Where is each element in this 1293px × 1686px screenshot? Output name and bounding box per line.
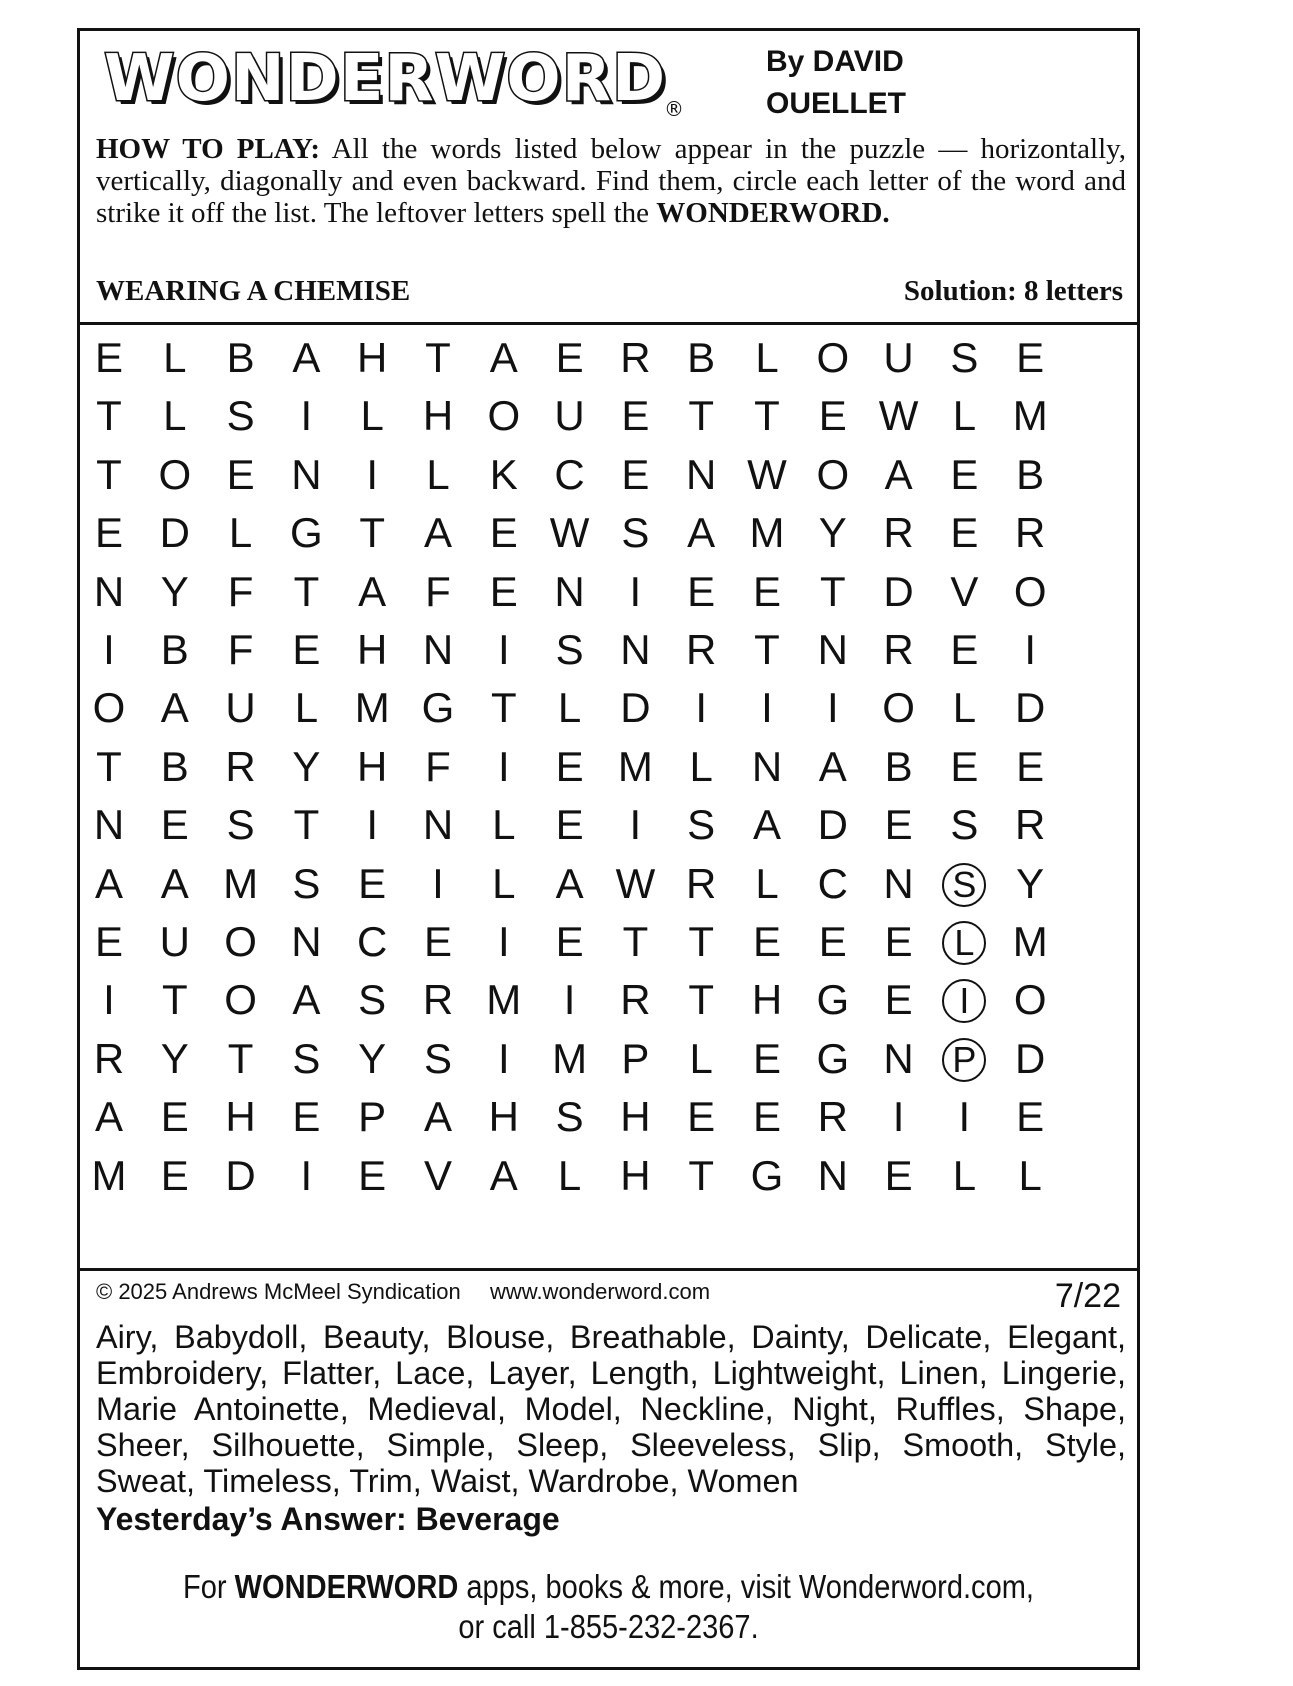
grid-cell-r15-c6[interactable]: V: [423, 1151, 452, 1199]
grid-cell-r2-c10[interactable]: T: [688, 392, 715, 440]
grid-cell-r2-c12[interactable]: E: [818, 392, 847, 440]
grid-cell-r4-c1[interactable]: E: [94, 509, 123, 557]
grid-cell-r11-c11[interactable]: E: [752, 918, 781, 965]
grid-cell-r5-c3[interactable]: F: [227, 567, 254, 615]
grid-cell-r9-c6[interactable]: N: [422, 801, 454, 849]
grid-cell-r10-c6[interactable]: I: [432, 859, 444, 907]
grid-cell-r9-c8[interactable]: E: [555, 801, 584, 849]
grid-cell-r12-c7[interactable]: M: [486, 976, 522, 1024]
puzzle-theme: WEARING A CHEMISE: [96, 275, 411, 307]
grid-cell-r13-c9[interactable]: P: [621, 1034, 650, 1082]
grid-cell-r14-c10[interactable]: E: [687, 1093, 716, 1141]
grid-cell-r13-c15[interactable]: D: [1015, 1034, 1046, 1082]
grid-cell-r7-c3[interactable]: U: [225, 684, 256, 732]
grid-cell-r15-c10[interactable]: T: [688, 1151, 715, 1199]
promo-line-1: For WONDERWORD apps, books & more, visit Wonderword.com,: [183, 1568, 1034, 1605]
how-to-play-label: HOW TO PLAY:: [96, 133, 321, 165]
grid-cell-r9-c3[interactable]: S: [226, 801, 255, 849]
grid-cell-r2-c3[interactable]: S: [226, 392, 255, 440]
grid-cell-r10-c2[interactable]: A: [160, 859, 189, 907]
grid-cell-r12-c14[interactable]: I: [942, 979, 986, 1023]
yesterdays-answer: Yesterday’s Answer: Beverage: [96, 1501, 560, 1537]
grid-cell-r12-c4[interactable]: A: [292, 976, 321, 1024]
grid-cell-r5-c9[interactable]: I: [629, 567, 642, 615]
grid-cell-r6-c2[interactable]: B: [160, 626, 189, 673]
grid-cell-r3-c2[interactable]: O: [158, 450, 192, 498]
how-to-play-end: WONDERWORD.: [656, 197, 890, 229]
grid-cell-r15-c9[interactable]: H: [620, 1151, 651, 1199]
grid-cell-r8-c8[interactable]: E: [555, 742, 584, 790]
grid-cell-r14-c15[interactable]: E: [1016, 1093, 1045, 1141]
grid-cell-r8-c15[interactable]: E: [1016, 742, 1045, 790]
grid-cell-r4-c5[interactable]: T: [359, 509, 386, 557]
wonderword-logo: WONDERWORD ®: [104, 42, 684, 121]
grid-cell-r6-c6[interactable]: N: [422, 626, 454, 673]
grid-cell-r7-c5[interactable]: M: [354, 684, 390, 732]
grid-cell-r15-c3[interactable]: D: [225, 1151, 256, 1199]
grid-cell-r13-c10[interactable]: L: [689, 1034, 713, 1082]
grid-cell-r2-c5[interactable]: L: [360, 392, 384, 440]
grid-cell-r2-c1[interactable]: T: [96, 392, 122, 440]
grid-cell-r12-c5[interactable]: S: [358, 976, 387, 1024]
grid-cell-r15-c2[interactable]: E: [160, 1151, 189, 1199]
grid-cell-r15-c8[interactable]: L: [557, 1151, 582, 1199]
grid-cell-r9-c4[interactable]: T: [293, 801, 320, 849]
grid-cell-r12-c2[interactable]: T: [161, 976, 188, 1024]
puzzle-date: 7/22: [1054, 1277, 1121, 1315]
grid-cell-r11-c15[interactable]: M: [1012, 918, 1048, 965]
grid-cell-r11-c4[interactable]: N: [291, 918, 322, 965]
grid-cell-r6-c1[interactable]: I: [103, 626, 115, 673]
word-list: Airy, Babydoll, Beauty, Blouse, Breathable, Dainty, Delicate, Elegant, Embroidery, Flatter, Lace, Layer, Length, Lightweight, Linen, Lingerie, Marie Antoinette, Medieval, Model, Neckline, Night, Ruffles, Shape, Sheer, Silhouette, Simple, Sleep, Sleeveless, Slip, Smooth, Style, Sweat, Timeless, Trim, Waist, Wardrobe, Women: [96, 1319, 1126, 1499]
grid-cell-r1-c1[interactable]: E: [94, 334, 123, 381]
grid-cell-r9-c1[interactable]: N: [93, 801, 125, 849]
grid-cell-r7-c6[interactable]: G: [421, 684, 455, 732]
grid-cell-r14-c12[interactable]: R: [817, 1093, 848, 1141]
grid-cell-r10-c5[interactable]: E: [358, 859, 387, 907]
grid-cell-r14-c3[interactable]: H: [225, 1093, 256, 1141]
grid-cell-r5-c4[interactable]: T: [293, 567, 320, 615]
promo-line-2: or call 1-855-232-2367.: [458, 1608, 759, 1645]
grid-cell-r11-c3[interactable]: O: [224, 918, 257, 965]
grid-cell-r4-c4[interactable]: G: [290, 509, 323, 557]
grid-cell-r6-c11[interactable]: T: [754, 626, 780, 673]
grid-cell-r1-c14[interactable]: S: [950, 334, 979, 381]
grid-cell-r14-c7[interactable]: H: [488, 1093, 519, 1141]
grid-cell-r5-c12[interactable]: T: [819, 567, 846, 615]
grid-cell-r4-c12[interactable]: Y: [818, 509, 847, 557]
grid-cell-r5-c13[interactable]: D: [883, 567, 914, 615]
grid-cell-r10-c1[interactable]: A: [94, 859, 123, 907]
grid-cell-r14-c8[interactable]: S: [555, 1093, 584, 1141]
grid-cell-r1-c12[interactable]: O: [816, 334, 850, 381]
grid-cell-r12-c10[interactable]: T: [688, 976, 715, 1024]
grid-cell-r14-c4[interactable]: E: [292, 1093, 321, 1141]
grid-cell-r4-c14[interactable]: E: [950, 509, 979, 557]
grid-cell-r4-c9[interactable]: S: [621, 509, 650, 557]
grid-cell-r3-c11[interactable]: W: [747, 450, 787, 498]
grid-cell-r5-c7[interactable]: E: [489, 567, 518, 615]
grid-cell-r14-c2[interactable]: E: [160, 1093, 189, 1141]
grid-cell-r12-c8[interactable]: I: [563, 976, 576, 1024]
grid-cell-r10-c13[interactable]: N: [883, 859, 914, 907]
grid-cell-r9-c7[interactable]: L: [492, 801, 516, 849]
grid-cell-r15-c5[interactable]: E: [358, 1151, 387, 1199]
grid-cell-r5-c5[interactable]: A: [358, 567, 387, 615]
grid-cell-r5-c6[interactable]: F: [425, 567, 451, 615]
grid-cell-r13-c14[interactable]: P: [942, 1038, 986, 1082]
grid-cell-r2-c8[interactable]: U: [554, 392, 585, 440]
grid-cell-r8-c11[interactable]: N: [751, 742, 783, 790]
grid-cell-r9-c2[interactable]: E: [160, 801, 189, 849]
grid-cell-r8-c14[interactable]: E: [950, 742, 979, 790]
grid-cell-r6-c15[interactable]: I: [1024, 626, 1037, 673]
grid-cell-r5-c15[interactable]: O: [1013, 567, 1047, 615]
grid-cell-r8-c7[interactable]: I: [497, 742, 510, 790]
grid-cell-r10-c14[interactable]: S: [942, 863, 986, 907]
grid-cell-r3-c12[interactable]: O: [816, 450, 850, 498]
grid-cell-r10-c12[interactable]: C: [817, 859, 848, 907]
grid-cell-r3-c15[interactable]: B: [1016, 450, 1045, 498]
website-link[interactable]: www.wonderword.com: [490, 1279, 711, 1304]
author-byline: [766, 41, 966, 125]
byline-line-1: By DAVID: [766, 45, 904, 78]
grid-cell-r9-c12[interactable]: D: [817, 801, 848, 849]
grid-cell-r12-c3[interactable]: O: [224, 976, 257, 1024]
grid-cell-r10-c11[interactable]: L: [755, 859, 779, 907]
grid-cell-r5-c11[interactable]: E: [752, 567, 781, 615]
grid-cell-r8-c6[interactable]: F: [425, 742, 451, 790]
grid-cell-r3-c1[interactable]: T: [96, 450, 122, 498]
grid-cell-r8-c5[interactable]: H: [357, 742, 388, 790]
grid-cell-r8-c1[interactable]: T: [96, 742, 122, 790]
grid-cell-r1-c8[interactable]: E: [555, 334, 584, 381]
puzzle-header: [80, 31, 1137, 325]
grid-cell-r1-c11[interactable]: L: [755, 334, 779, 381]
grid-cell-r5-c10[interactable]: E: [687, 567, 716, 615]
grid-cell-r1-c6[interactable]: T: [425, 334, 451, 381]
grid-cell-r3-c13[interactable]: A: [884, 450, 913, 498]
grid-cell-r11-c2[interactable]: U: [159, 918, 190, 965]
grid-cell-r2-c14[interactable]: L: [952, 392, 977, 440]
grid-cell-r13-c8[interactable]: M: [552, 1034, 588, 1082]
grid-cell-r1-c2[interactable]: L: [163, 334, 187, 381]
grid-cell-r9-c10[interactable]: S: [687, 801, 716, 849]
grid-cell-r4-c7[interactable]: E: [489, 509, 518, 557]
grid-cell-r6-c8[interactable]: S: [555, 626, 584, 673]
grid-cell-r13-c13[interactable]: N: [883, 1034, 914, 1082]
grid-cell-r1-c7[interactable]: A: [489, 334, 518, 381]
grid-cell-r3-c5[interactable]: I: [366, 450, 379, 498]
grid-cell-r8-c13[interactable]: B: [884, 742, 913, 790]
grid-cell-r7-c1[interactable]: O: [92, 684, 126, 732]
grid-cell-r1-c13[interactable]: U: [883, 334, 914, 381]
grid-cell-r8-c9[interactable]: M: [617, 742, 653, 790]
grid-cell-r15-c13[interactable]: E: [884, 1151, 913, 1199]
grid-cell-r2-c4[interactable]: I: [300, 392, 313, 440]
grid-cell-r9-c13[interactable]: E: [884, 801, 913, 849]
grid-cell-r14-c11[interactable]: E: [752, 1093, 781, 1141]
grid-cell-r5-c1[interactable]: N: [93, 567, 125, 615]
grid-cell-r12-c11[interactable]: H: [751, 976, 783, 1024]
grid-cell-r13-c1[interactable]: R: [93, 1034, 125, 1082]
grid-cell-r6-c5[interactable]: H: [357, 626, 388, 673]
grid-cell-r4-c8[interactable]: W: [549, 509, 590, 557]
grid-cell-r7-c4[interactable]: L: [294, 684, 319, 732]
grid-cell-r12-c12[interactable]: G: [816, 976, 850, 1024]
grid-cell-r1-c10[interactable]: B: [687, 334, 716, 381]
grid-cell-r3-c8[interactable]: C: [554, 450, 585, 498]
solution-length: Solution: 8 letters: [903, 275, 1123, 307]
grid-cell-r9-c9[interactable]: I: [629, 801, 642, 849]
grid-cell-r5-c2[interactable]: Y: [160, 567, 189, 615]
how-to-play-instructions: [96, 133, 1126, 229]
grid-cell-r8-c10[interactable]: L: [689, 742, 713, 790]
promo-brand: WONDERWORD: [234, 1568, 459, 1605]
grid-cell-r9-c14[interactable]: S: [950, 801, 979, 849]
grid-cell-r7-c10[interactable]: I: [695, 684, 708, 732]
grid-cell-r8-c12[interactable]: A: [818, 742, 847, 790]
grid-cell-r13-c12[interactable]: G: [816, 1034, 850, 1082]
grid-cell-r7-c14[interactable]: L: [952, 684, 977, 732]
grid-cell-r10-c4[interactable]: S: [292, 859, 321, 907]
grid-cell-r3-c9[interactable]: E: [621, 450, 650, 498]
grid-cell-r11-c14[interactable]: L: [942, 921, 986, 965]
grid-cell-r4-c6[interactable]: A: [423, 509, 452, 557]
grid-cell-r11-c13[interactable]: E: [884, 918, 913, 965]
letter-grid[interactable]: [80, 325, 1137, 1271]
grid-cell-r4-c15[interactable]: R: [1015, 509, 1046, 557]
grid-cell-r2-c2[interactable]: L: [163, 392, 187, 440]
byline-line-2: OUELLET: [766, 87, 906, 120]
grid-cell-r9-c15[interactable]: R: [1015, 801, 1046, 849]
grid-cell-r3-c10[interactable]: N: [686, 450, 717, 498]
puzzle-frame: [77, 28, 1140, 1670]
grid-cell-r11-c5[interactable]: C: [357, 918, 388, 965]
registered-mark: ®: [664, 97, 684, 121]
grid-cell-r14-c1[interactable]: A: [94, 1093, 123, 1141]
grid-cell-r3-c7[interactable]: K: [489, 450, 518, 498]
grid-cell-r4-c2[interactable]: D: [159, 509, 190, 557]
grid-cell-r7-c7[interactable]: T: [490, 684, 517, 732]
grid-cell-r12-c1[interactable]: I: [103, 976, 115, 1024]
grid-cell-r4-c10[interactable]: A: [687, 509, 716, 557]
grid-cell-r7-c11[interactable]: I: [761, 684, 773, 732]
grid-cell-r4-c13[interactable]: R: [883, 509, 914, 557]
grid-cell-r6-c4[interactable]: E: [292, 626, 321, 673]
grid-cell-r13-c3[interactable]: T: [227, 1034, 254, 1082]
grid-cell-r2-c7[interactable]: O: [487, 392, 521, 440]
grid-cell-r6-c10[interactable]: R: [686, 626, 717, 673]
grid-cell-r10-c8[interactable]: A: [555, 859, 584, 907]
grid-cell-r14-c9[interactable]: H: [620, 1093, 651, 1141]
grid-cell-r2-c15[interactable]: M: [1012, 392, 1048, 440]
how-to-play-text: All the words listed below appear in the puzzle — horizontally, vertically, diagonally and even backward. Find them, circle each letter of the word and strike it off the list. The leftover letters spell the: [96, 133, 1127, 229]
promo-text: [143, 1567, 1073, 1647]
grid-cell-r3-c6[interactable]: L: [426, 450, 450, 498]
grid-cell-r10-c15[interactable]: Y: [1016, 859, 1045, 907]
grid-cell-r15-c7[interactable]: A: [489, 1151, 518, 1199]
grid-cell-r2-c11[interactable]: T: [754, 392, 780, 440]
grid-cell-r1-c3[interactable]: B: [226, 334, 255, 381]
grid-cell-r1-c9[interactable]: R: [620, 334, 651, 381]
grid-cell-r14-c5[interactable]: P: [358, 1093, 387, 1141]
grid-cell-r6-c13[interactable]: R: [883, 626, 914, 673]
grid-cell-r14-c6[interactable]: A: [423, 1093, 452, 1141]
grid-cell-r13-c4[interactable]: S: [292, 1034, 321, 1082]
grid-cell-r14-c14[interactable]: I: [958, 1093, 971, 1141]
grid-cell-r7-c15[interactable]: D: [1015, 684, 1046, 732]
grid-cell-r5-c14[interactable]: V: [950, 567, 979, 615]
grid-cell-r11-c7[interactable]: I: [497, 918, 510, 965]
grid-cell-r11-c6[interactable]: E: [423, 918, 452, 965]
grid-cell-r13-c2[interactable]: Y: [160, 1034, 189, 1082]
grid-cell-r4-c11[interactable]: M: [749, 509, 785, 557]
grid-cell-r15-c15[interactable]: L: [1018, 1151, 1042, 1199]
grid-cell-r6-c9[interactable]: N: [620, 626, 651, 673]
grid-cell-r12-c13[interactable]: E: [884, 976, 913, 1024]
grid-cell-r11-c10[interactable]: T: [688, 918, 715, 965]
grid-cell-r10-c10[interactable]: R: [686, 859, 717, 907]
grid-cell-r9-c5[interactable]: I: [366, 801, 379, 849]
grid-cell-r11-c9[interactable]: T: [622, 918, 649, 965]
grid-cell-r6-c12[interactable]: N: [817, 626, 848, 673]
grid-cell-r7-c2[interactable]: A: [160, 684, 189, 732]
grid-cell-r4-c3[interactable]: L: [228, 509, 253, 557]
grid-cell-r3-c14[interactable]: E: [950, 450, 979, 498]
grid-cell-r8-c4[interactable]: Y: [292, 742, 321, 790]
grid-cell-r2-c6[interactable]: H: [422, 392, 454, 440]
grid-cell-r15-c4[interactable]: I: [300, 1151, 313, 1199]
grid-cell-r11-c12[interactable]: E: [818, 918, 847, 965]
grid-cell-r7-c13[interactable]: O: [882, 684, 915, 732]
grid-cell-r15-c12[interactable]: N: [817, 1151, 848, 1199]
grid-cell-r2-c13[interactable]: W: [878, 392, 919, 440]
grid-cell-r12-c15[interactable]: O: [1013, 976, 1047, 1024]
grid-cell-r14-c13[interactable]: I: [892, 1093, 905, 1141]
grid-cell-r13-c11[interactable]: E: [752, 1034, 781, 1082]
grid-cell-r12-c9[interactable]: R: [620, 976, 651, 1024]
puzzle-footer: [80, 1271, 1137, 1667]
grid-cell-r1-c4[interactable]: A: [292, 334, 321, 381]
grid-cell-r11-c8[interactable]: E: [555, 918, 584, 965]
grid-cell-r5-c8[interactable]: N: [554, 567, 585, 615]
grid-cell-r10-c7[interactable]: L: [492, 859, 516, 907]
grid-cell-r3-c3[interactable]: E: [226, 450, 255, 498]
grid-cell-r8-c2[interactable]: B: [160, 742, 189, 790]
grid-cell-r6-c7[interactable]: I: [497, 626, 510, 673]
grid-cell-r15-c11[interactable]: G: [750, 1151, 784, 1199]
grid-cell-r1-c15[interactable]: E: [1016, 334, 1045, 381]
grid-cell-r1-c5[interactable]: H: [357, 334, 388, 381]
grid-cell-r8-c3[interactable]: R: [225, 742, 256, 790]
grid-cell-r10-c3[interactable]: M: [223, 859, 259, 907]
grid-cell-r6-c14[interactable]: E: [950, 626, 979, 673]
grid-cell-r13-c6[interactable]: S: [423, 1034, 452, 1082]
grid-cell-r7-c8[interactable]: L: [557, 684, 582, 732]
grid-cell-r7-c9[interactable]: D: [620, 684, 651, 732]
grid-cell-r15-c14[interactable]: L: [952, 1151, 977, 1199]
grid-cell-r7-c12[interactable]: I: [826, 684, 839, 732]
grid-cell-r3-c4[interactable]: N: [291, 450, 322, 498]
copyright-notice: © 2025 Andrews McMeel Syndication: [96, 1279, 461, 1304]
grid-cell-r13-c7[interactable]: I: [497, 1034, 510, 1082]
grid-cell-r2-c9[interactable]: E: [621, 392, 650, 440]
grid-cell-r6-c3[interactable]: F: [227, 626, 254, 673]
grid-cell-r13-c5[interactable]: Y: [358, 1034, 387, 1082]
grid-cell-r9-c11[interactable]: A: [752, 801, 781, 849]
grid-cell-r10-c9[interactable]: W: [615, 859, 656, 907]
grid-cell-r12-c6[interactable]: R: [422, 976, 454, 1024]
grid-cell-r11-c1[interactable]: E: [94, 918, 123, 965]
grid-cell-r15-c1[interactable]: M: [91, 1151, 127, 1199]
